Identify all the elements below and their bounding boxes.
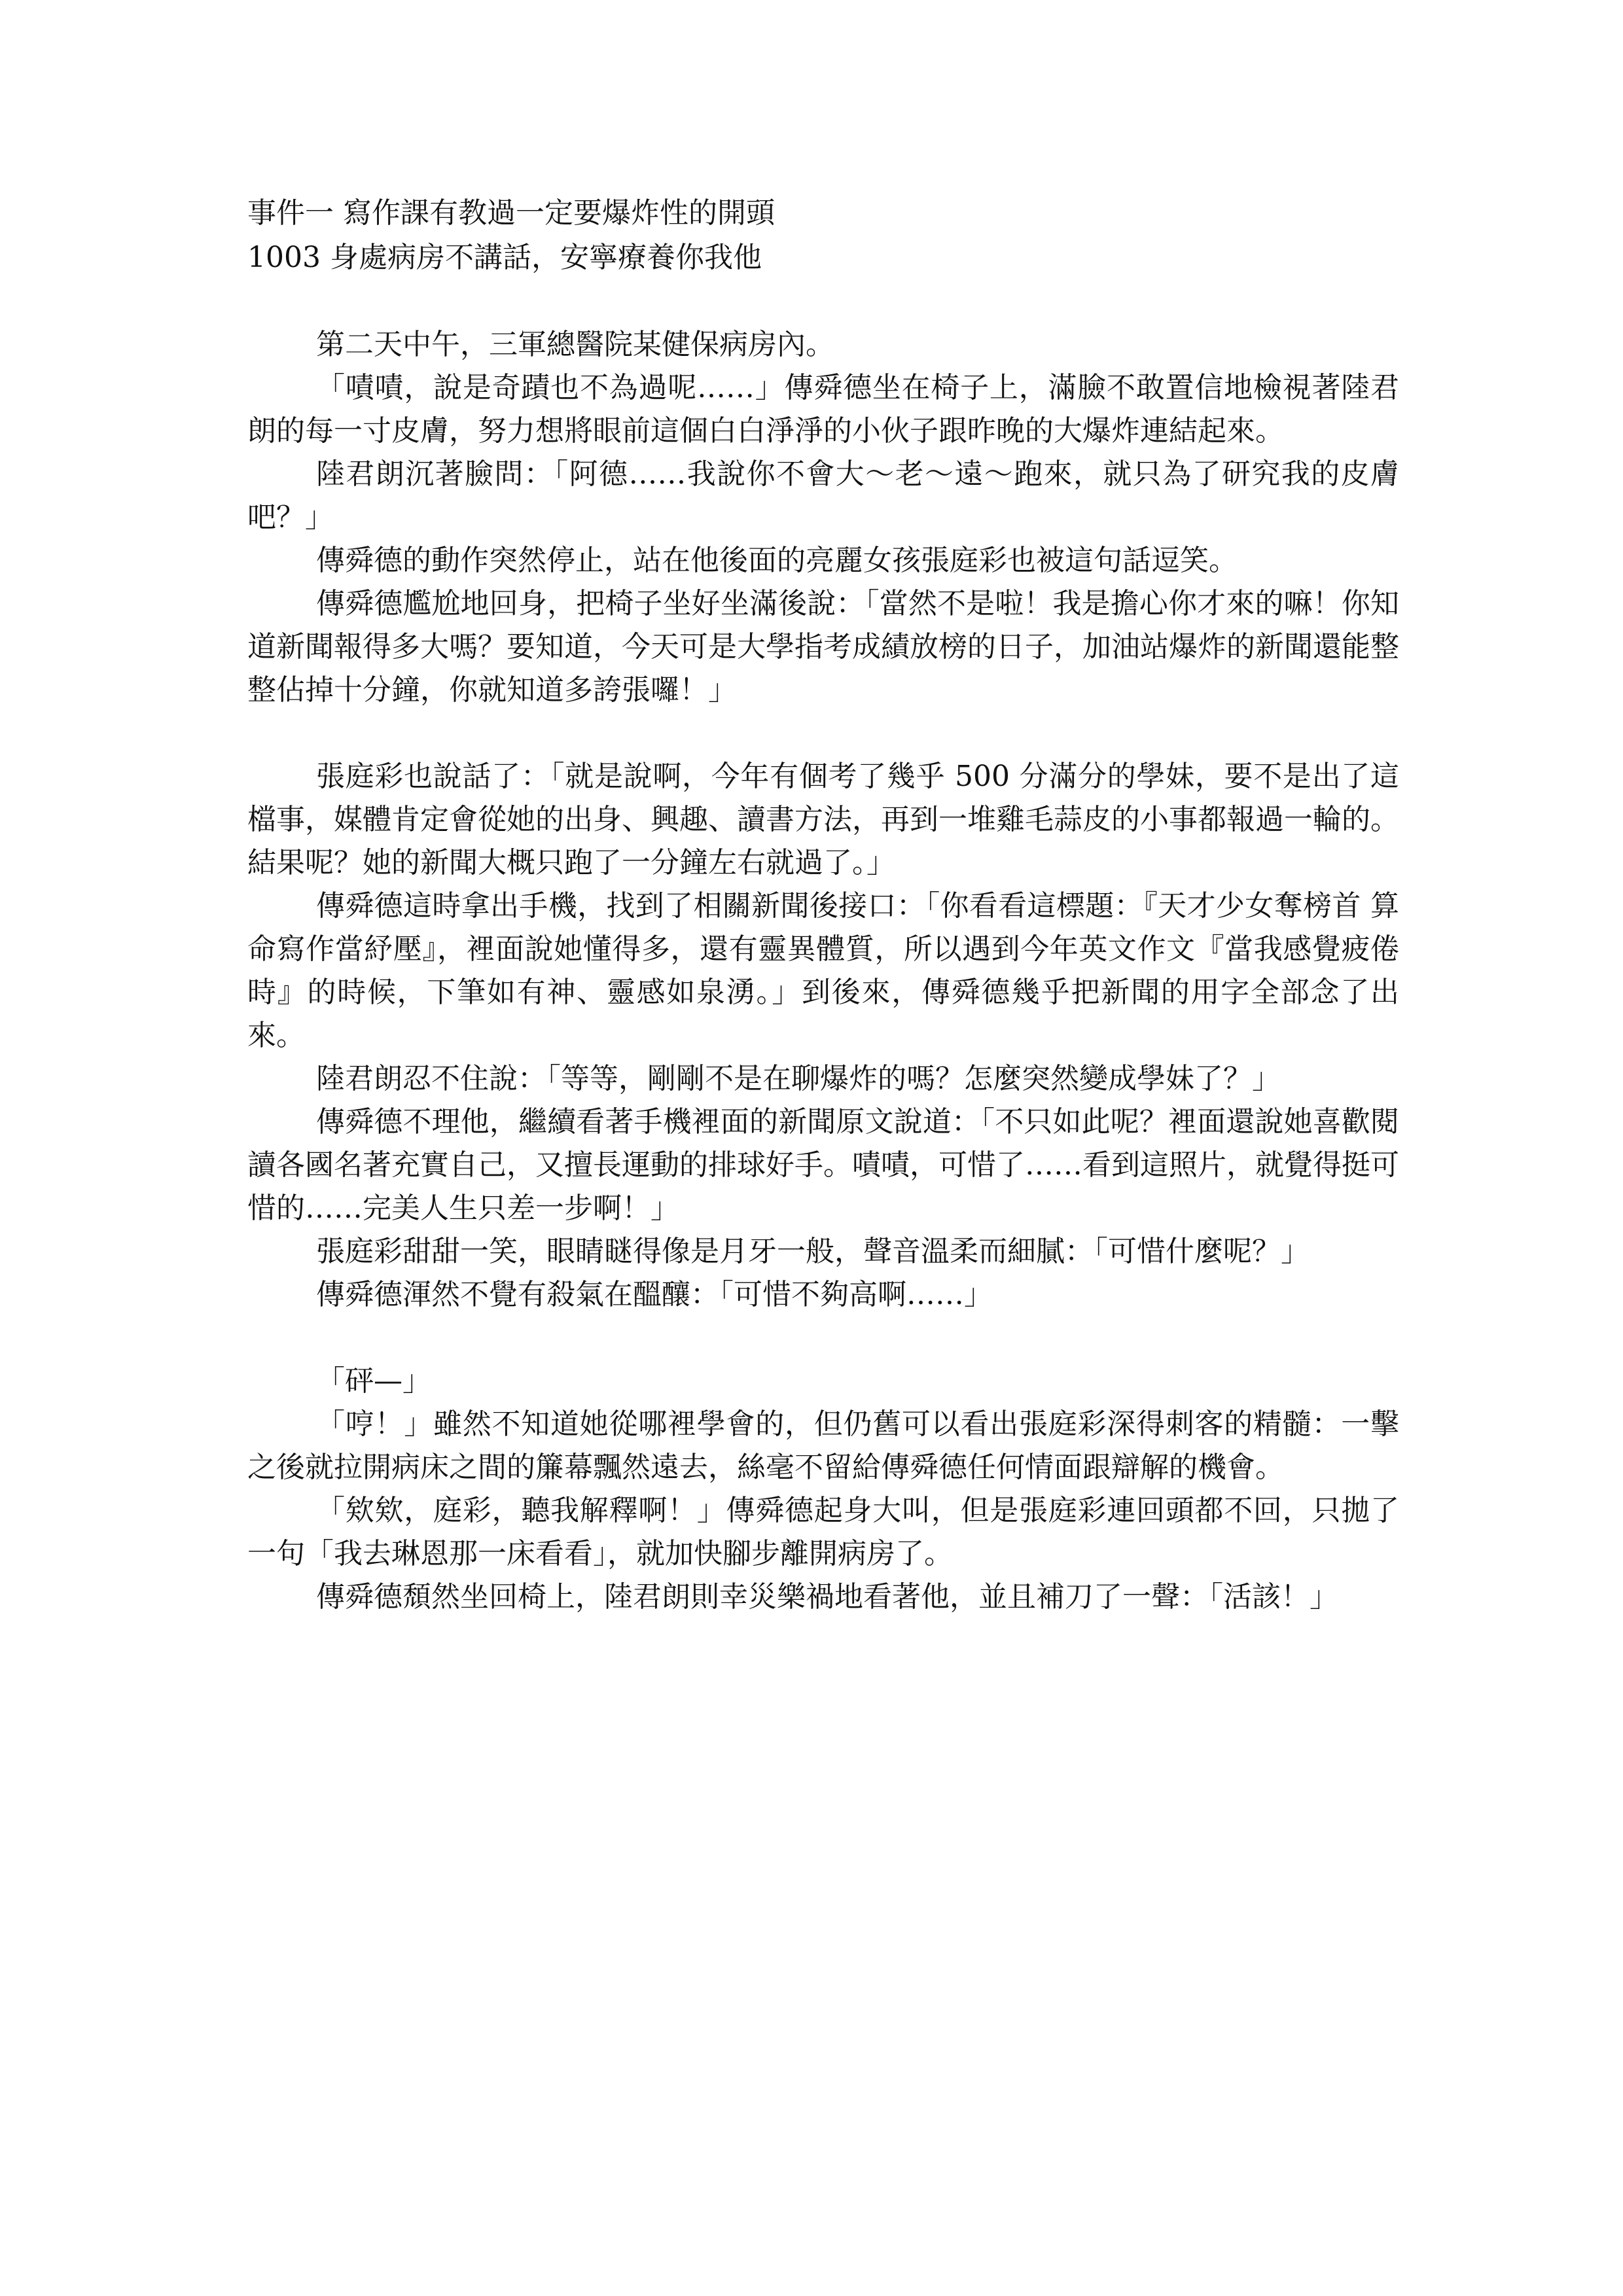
paragraph: 張庭彩也說話了：「就是說啊，今年有個考了幾乎 500 分滿分的學妹，要不是出了這檔事，媒體肯定會從她的出身、興趣、讀書方法，再到一堆雞毛蒜皮的小事都報過一輪的。結果呢？她的新聞大概只跑了一分鐘左右就過了。」	[247, 760, 1399, 879]
paragraph: 傳舜德渾然不覺有殺氣在醞釀：「可惜不夠高啊……」	[316, 1278, 993, 1311]
paragraph: 「欸欸，庭彩，聽我解釋啊！」傳舜德起身大叫，但是張庭彩連回頭都不回，只拋了一句「我去琳恩那一床看看」，就加快腳步離開病房了。	[247, 1494, 1399, 1570]
paragraph: 陸君朗忍不住說：「等等，剛剛不是在聊爆炸的嗎？怎麼突然變成學妹了？」	[316, 1062, 1281, 1095]
paragraph: 張庭彩甜甜一笑，眼睛瞇得像是月牙一般，聲音溫柔而細膩：「可惜什麼呢？」	[316, 1235, 1310, 1268]
spacer	[247, 1316, 1399, 1360]
paragraph: 第二天中午，三軍總醫院某健保病房內。	[316, 328, 834, 361]
paragraph: 傳舜德不理他，繼續看著手機裡面的新聞原文說道：「不只如此呢？裡面還說她喜歡閱讀各國名著充實自己，又擅長運動的排球好手。嘖嘖，可惜了……看到這照片，就覺得挺可惜的……完美人生只差一步啊！」	[247, 1105, 1399, 1225]
chapter-title: 事件一 寫作課有教過一定要爆炸性的開頭	[247, 196, 775, 230]
section-title: 1003 身處病房不講話，安寧療養你我他	[247, 241, 762, 274]
paragraph: 傳舜德頹然坐回椅上，陸君朗則幸災樂禍地看著他，並且補刀了一聲：「活該！」	[316, 1580, 1338, 1614]
spacer	[247, 712, 1399, 755]
paragraph: 「嘖嘖，說是奇蹟也不為過呢……」傳舜德坐在椅子上，滿臉不敢置信地檢視著陸君朗的每一寸皮膚，努力想將眼前這個白白淨淨的小伙子跟昨晚的大爆炸連結起來。	[247, 371, 1399, 448]
paragraph: 陸君朗沉著臉問：「阿德……我說你不會大～老～遠～跑來，就只為了研究我的皮膚吧？」	[247, 457, 1399, 534]
paragraph: 傳舜德這時拿出手機，找到了相關新聞後接口：「你看看這標題：『天才少女奪榜首 算命寫作當紓壓』，裡面說她懂得多，還有靈異體質，所以遇到今年英文作文『當我感覺疲倦時』的時候，下筆如有神、靈感如泉湧。」到後來，傳舜德幾乎把新聞的用字全部念了出來。	[247, 889, 1399, 1052]
paragraph: 傳舜德的動作突然停止，站在他後面的亮麗女孩張庭彩也被這句話逗笑。	[316, 544, 1238, 577]
document-page	[247, 191, 1399, 1619]
paragraph: 傳舜德尷尬地回身，把椅子坐好坐滿後說：「當然不是啦！我是擔心你才來的嘛！你知道新聞報得多大嗎？要知道，今天可是大學指考成績放榜的日子，加油站爆炸的新聞還能整整佔掉十分鐘，你就知道多誇張囉！」	[247, 587, 1399, 707]
paragraph: 「砰—」	[316, 1364, 431, 1398]
spacer	[247, 280, 1399, 323]
paragraph: 「哼！」雖然不知道她從哪裡學會的，但仍舊可以看出張庭彩深得刺客的精髓：一擊之後就拉開病床之間的簾幕飄然遠去，絲毫不留給傳舜德任何情面跟辯解的機會。	[247, 1407, 1399, 1484]
